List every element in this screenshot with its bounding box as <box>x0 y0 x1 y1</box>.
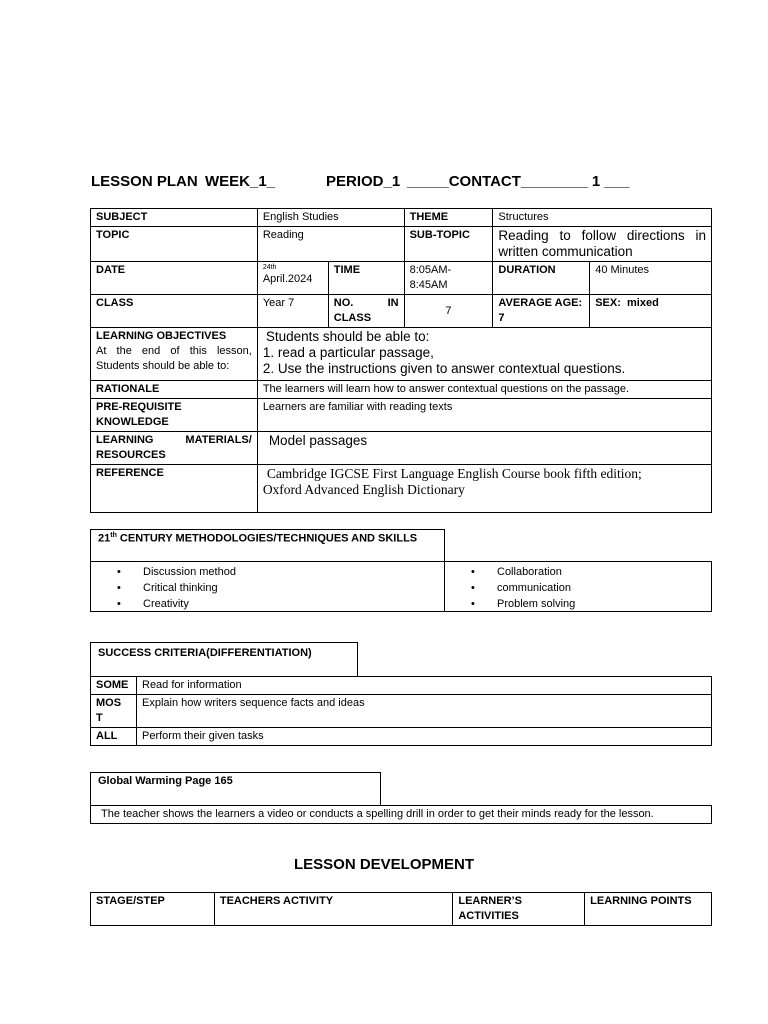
intro-title: Global Warming Page 165 <box>90 772 381 806</box>
subtopic-label: SUB-TOPIC <box>404 227 493 262</box>
duration-value: 40 Minutes <box>590 262 712 295</box>
methodologies-title: 21th CENTURY METHODOLOGIES/TECHNIQUES AND SKILLS <box>90 529 445 562</box>
date-label: DATE <box>91 262 258 295</box>
column-header: LEARNING POINTS <box>585 893 712 926</box>
table-row <box>91 728 712 746</box>
criteria-text: Explain how writers sequence facts and ideas <box>137 695 712 728</box>
topic-value: Reading <box>257 227 404 262</box>
date-value <box>257 262 328 295</box>
lesson-development-table <box>90 892 712 926</box>
table-row <box>91 893 712 926</box>
prereq-label: PRE-REQUISITE KNOWLEDGE <box>91 399 258 432</box>
table-row <box>91 432 712 465</box>
no-in-class-label: NO. IN CLASS <box>328 295 404 328</box>
table-row <box>91 677 712 695</box>
lesson-plan-title: LESSON PLAN <box>91 173 198 190</box>
time-label: TIME <box>328 262 404 295</box>
table-row <box>91 262 712 295</box>
table-row <box>91 227 712 262</box>
no-in-class-value: 7 <box>404 295 493 328</box>
week-field: WEEK_1_ <box>205 173 276 190</box>
average-age-value: 7 <box>498 312 505 324</box>
list-item: • communication <box>445 580 711 596</box>
list-item: • Critical thinking <box>91 580 444 596</box>
class-value: Year 7 <box>257 295 328 328</box>
success-criteria-title: SUCCESS CRITERIA(DIFFERENTIATION) <box>90 642 358 677</box>
duration-label: DURATION <box>493 262 590 295</box>
materials-value: Model passages <box>257 432 711 465</box>
list-item: • Collaboration <box>445 564 711 580</box>
criteria-label-some: SOME <box>91 677 137 695</box>
sex-value: mixed <box>627 297 659 309</box>
time-value: 8:05AM- 8:45AM <box>404 262 493 295</box>
subject-value: English Studies <box>257 209 404 227</box>
lesson-info-table <box>90 208 712 513</box>
reference-line: Oxford Advanced English Dictionary <box>262 482 465 497</box>
table-row <box>91 209 712 227</box>
list-item: • Creativity <box>91 596 444 612</box>
methodologies-left <box>90 561 445 612</box>
objectives-label: LEARNING OBJECTIVES <box>96 330 227 342</box>
subtopic-value: Reading to follow directions in written communication <box>493 227 712 262</box>
period-field: PERIOD_1 <box>326 173 401 190</box>
reference-label: REFERENCE <box>91 465 258 513</box>
table-row <box>91 381 712 399</box>
table-row <box>91 465 712 513</box>
theme-label: THEME <box>404 209 493 227</box>
criteria-label-all: ALL <box>91 728 137 746</box>
materials-label: LEARNING MATERIALS/ RESOURCES <box>91 432 258 465</box>
lesson-development-title: LESSON DEVELOPMENT <box>293 856 475 873</box>
table-row <box>91 399 712 432</box>
column-header: TEACHERS ACTIVITY <box>214 893 452 926</box>
objectives-value <box>257 328 711 381</box>
rationale-label: RATIONALE <box>91 381 258 399</box>
objectives-label-cell <box>91 328 258 381</box>
sex-cell: SEX: mixed <box>590 295 712 328</box>
column-header: STAGE/STEP <box>91 893 215 926</box>
reference-line: Cambridge IGCSE First Language English Course book fifth edition; <box>266 466 642 481</box>
objectives-sub: At the end of this lesson, Students should be able to: <box>96 345 252 372</box>
methodologies-right <box>444 561 712 612</box>
theme-value: Structures <box>493 209 712 227</box>
list-item: • Discussion method <box>91 564 444 580</box>
intro-text: The teacher shows the learners a video or conducts a spelling drill in order to get their minds ready for the lesson. <box>90 805 712 824</box>
date-text: April.2024 <box>262 273 313 285</box>
success-criteria-table <box>90 676 712 746</box>
prereq-value: Learners are familiar with reading texts <box>257 399 711 432</box>
subject-label: SUBJECT <box>91 209 258 227</box>
topic-label: TOPIC <box>91 227 258 262</box>
average-age-label: AVERAGE AGE: <box>498 297 583 309</box>
objective-item: 2. Use the instructions given to answer contextual questions. <box>262 361 626 376</box>
objectives-intro: Students should be able to: <box>265 329 430 344</box>
criteria-text: Read for information <box>137 677 712 695</box>
objective-item: 1. read a particular passage, <box>262 345 434 360</box>
table-row <box>91 295 712 328</box>
table-row <box>91 695 712 728</box>
reference-value <box>257 465 711 513</box>
criteria-label-most: MOS T <box>91 695 137 728</box>
contact-field: _____CONTACT________ 1 ___ <box>407 173 630 190</box>
rationale-value: The learners will learn how to answer contextual questions on the passage. <box>257 381 711 399</box>
average-age-cell <box>493 295 590 328</box>
table-row <box>91 328 712 381</box>
list-item: • Problem solving <box>445 596 711 612</box>
date-superscript: 24th <box>262 264 277 271</box>
criteria-text: Perform their given tasks <box>137 728 712 746</box>
column-header: LEARNER’S ACTIVITIES <box>453 893 585 926</box>
class-label: CLASS <box>91 295 258 328</box>
